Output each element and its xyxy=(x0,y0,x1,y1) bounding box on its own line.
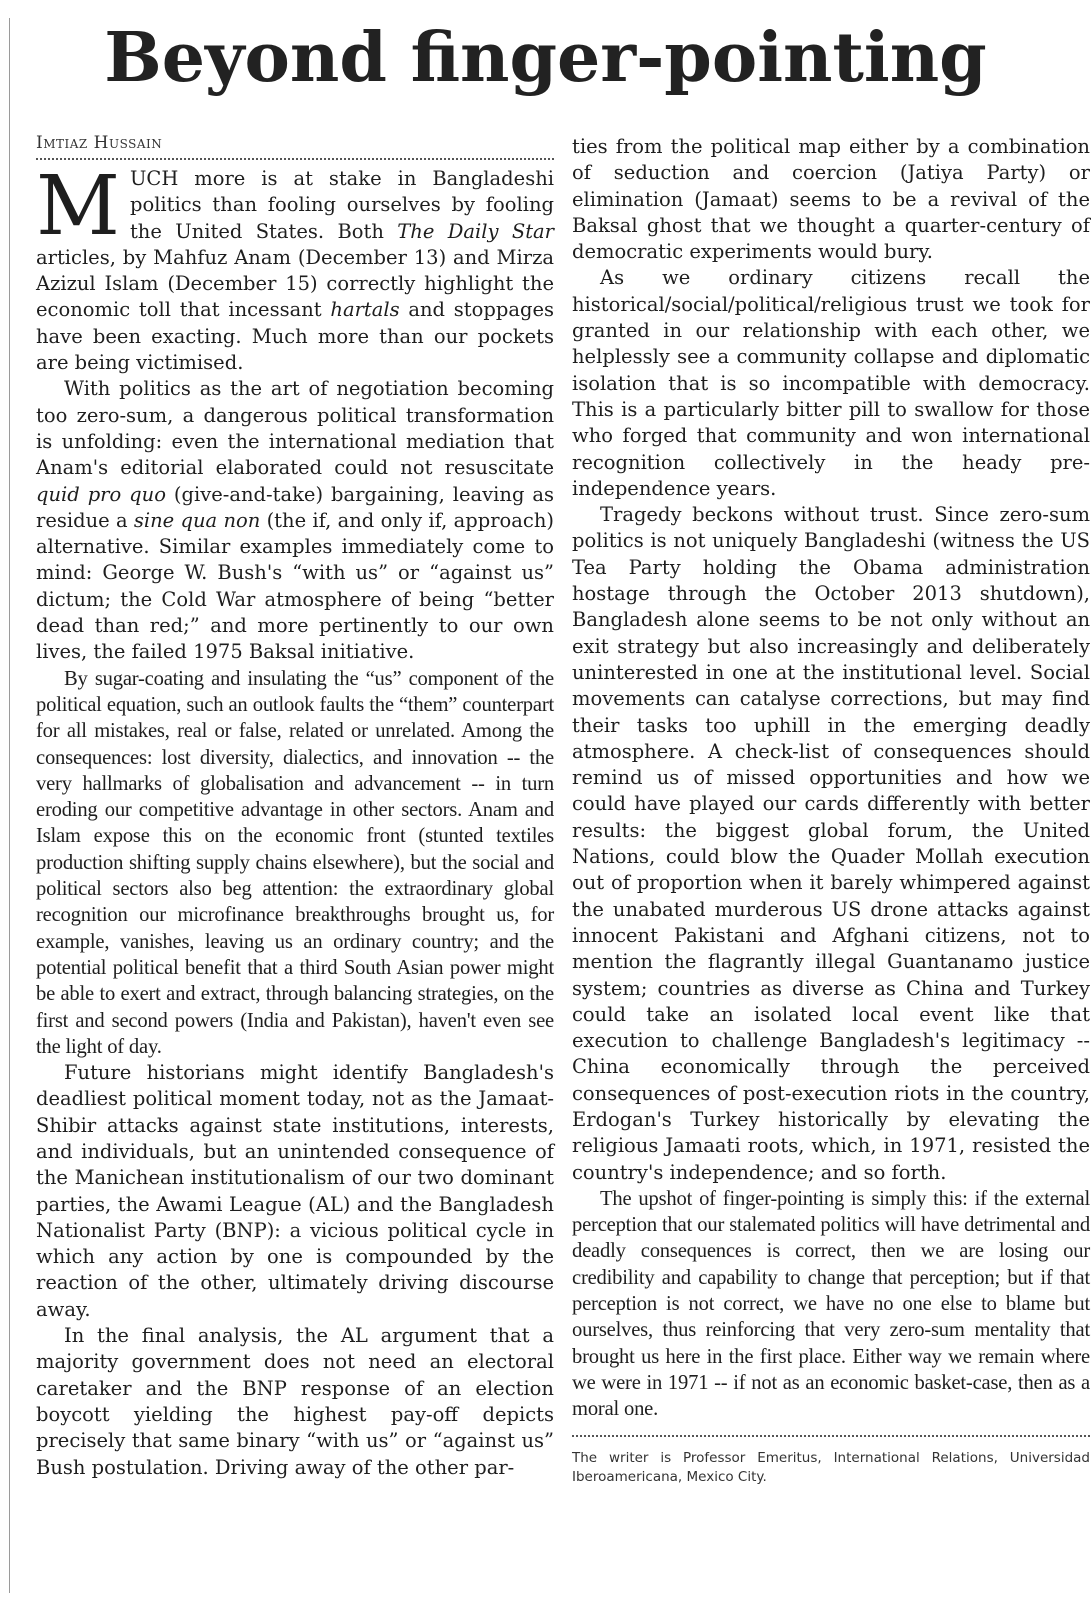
paragraph-5: In the final analysis, the AL argument that a majority government does not need an electoral caretaker and the BNP response of an election boycott yielding the highest pay-off depicts precisely that same binary “with us” or “against us” Bush postulation. Driving away of the other par- xyxy=(36,1324,554,1479)
author-footnote: The writer is Professor Emeritus, International Relations, Universidad Iberoamericana, Mexico City. xyxy=(572,1449,1090,1485)
paragraph-7: As we ordinary citizens recall the historical/social/political/religious trust we took for granted in our relationship with each other, we helplessly see a community collapse and diplomatic isolation that is so incompatible with democracy. This is a particularly bitter pill to swallow for those who forged that community and won international recognition collectively in the heady pre-independence years. xyxy=(572,266,1090,500)
paragraph-4: Future historians might identify Bangladesh's deadliest political moment today, not as the Jamaat-Shibir attacks against state institutions, interests, and individuals, but an unintended consequence of the Manichean institutionalism of our two dominant parties, the Awami League (AL) and the Bangladesh Nationalist Party (BNP): a vicious political cycle in which any action by one is compounded by the reaction of the other, ultimately driving discourse away. xyxy=(36,1061,554,1321)
right-column xyxy=(572,134,1090,1487)
headline: Beyond finger-pointing xyxy=(104,18,987,98)
byline: Imtiaz Hussain xyxy=(36,133,163,153)
paragraph-2: With politics as the art of negotiation becoming too zero-sum, a dangerous political transformation is unfolding: even the international mediation that Anam's editorial elaborated could not resuscitate quid pro quo (give-and-take) bargaining, leaving as residue a sine qua non (the if, and only if, approach) alternative. Similar examples immediately come to mind: George W. Bush's “with us” or “against us” dictum; the Cold War atmosphere of being “better dead than red;” and more pertinently to our own lives, the failed 1975 Baksal initiative. xyxy=(36,377,555,664)
paragraph-3: By sugar-coating and insulating the “us” component of the political equation, such an outlook faults the “them” counterpart for all mistakes, real or false, related or unrelated. Among the consequences: lost diversity, dialectics, and innovation -- the very hallmarks of globalisation and advancement -- in turn eroding our competitive advantage in other sectors. Anam and Islam expose this on the economic front (stunted textiles production shifting supply chains elsewhere), but the social and political sectors also beg attention: the extraordinary global recognition our microfinance breakthroughs brought us, for example, vanishes, leaving us an ordinary country; and the potential political benefit that a third South Asian power might be able to exert and extract, through balancing strategies, on the first and second powers (India and Pakistan), haven't even see the light of day. xyxy=(36,667,554,1058)
footnote-divider xyxy=(572,1435,1090,1437)
paragraph-8: Tragedy beckons without trust. Since zero-sum politics is not uniquely Bangladeshi (witness the US Tea Party holding the Obama administration hostage through the October 2013 shutdown), Bangladesh alone seems to be not only without an exit strategy but also increasingly and deliberately uninterested in one at the institutional level. Social movements can catalyse corrections, but may find their tasks too uphill in the emerging deadly atmosphere. A check-list of consequences should remind us of missed opportunities and how we could have played our cards differently with better results: the biggest global forum, the United Nations, could blow the Quader Mollah execution out of proportion when it barely whimpered against the unabated murderous US drone attacks against innocent Pakistani and Afghani citizens, not to mention the flagrantly illegal Guantanamo justice system; countries as diverse as China and Turkey could take an isolated local event like that execution to challenge Bangladesh's legitimacy -- China economically through the perceived consequences of post-execution riots in the country, Erdogan's Turkey historically by elevating the religious Jamaati roots, which, in 1971, resisted the country's independence; and so forth. xyxy=(572,503,1090,1184)
paragraph-6: ties from the political map either by a combination of seduction and coercion (Jatiya Party) or elimination (Jamaat) seems to be a revival of the Baksal ghost that we thought a quarter-century of democratic experiments would bury. xyxy=(572,135,1090,264)
left-column xyxy=(36,132,554,1481)
drop-cap: M xyxy=(36,159,120,254)
column-rule xyxy=(9,18,10,1593)
paragraph-9: The upshot of finger-pointing is simply this: if the external perception that our stalemated politics will have detrimental and deadly consequences is correct, then we are losing our credibility and capability to change that perception; but if that perception is not correct, we have no one else to blame but ourselves, thus reinforcing that very zero-sum mentality that brought us here in the first place. Either way we remain where we were in 1971 -- if not as an economic basket-case, then as a moral one. xyxy=(572,1187,1090,1421)
paragraph-1: MUCH more is at stake in Bangladeshi politics than fooling ourselves by fooling the United States. Both The Daily Star articles, by Mahfuz Anam (December 13) and Mirza Azizul Islam (December 15) correctly highlight the economic toll that incessant hartals and stoppages have been exacting. Much more than our pockets are being victimised. xyxy=(36,159,554,375)
